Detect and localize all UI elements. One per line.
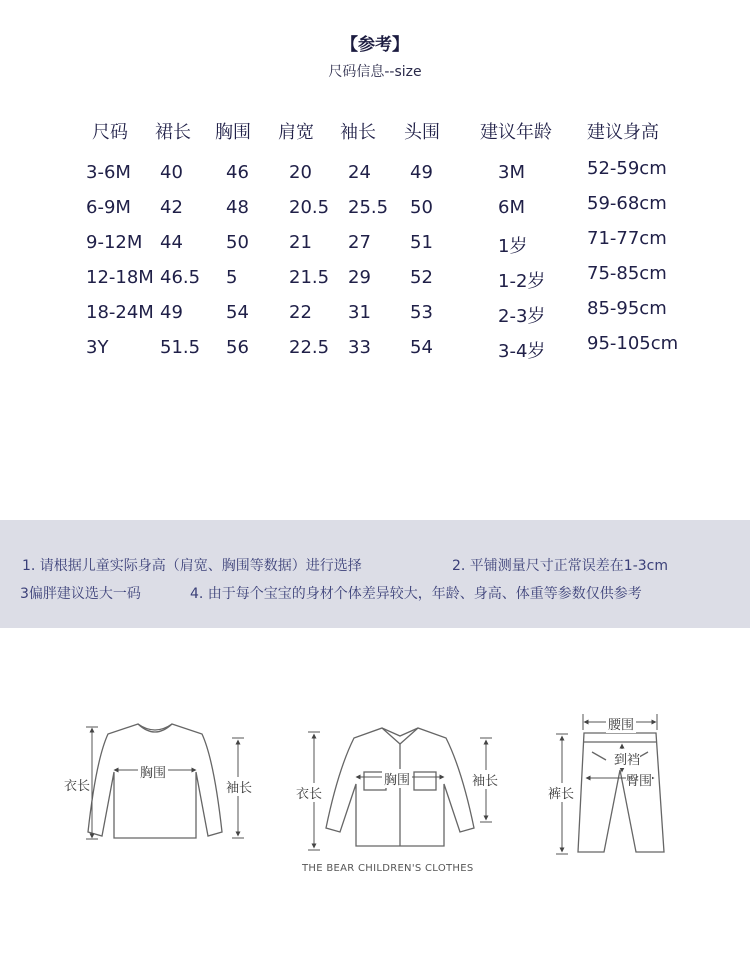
- table-cell: 51: [410, 232, 433, 253]
- brand-caption: THE BEAR CHILDREN'S CLOTHES: [302, 863, 474, 874]
- table-header-sleeve: 袖长: [340, 122, 376, 143]
- table-cell: 1岁: [498, 236, 528, 257]
- table-cell: 21: [289, 232, 312, 253]
- table-cell: 20.5: [289, 197, 330, 218]
- table-cell: 31: [348, 302, 371, 323]
- table-cell: 29: [348, 267, 371, 288]
- table-cell: 5: [226, 267, 238, 288]
- table-cell: 53: [410, 302, 433, 323]
- table-cell: 1-2岁: [498, 271, 546, 292]
- table-header-skirt-length: 裙长: [155, 122, 191, 143]
- tshirt-chest-label: 胸围: [138, 762, 168, 781]
- table-cell: 6-9M: [86, 197, 131, 218]
- table-header-head: 头围: [404, 122, 440, 143]
- table-cell: 3Y: [86, 337, 109, 358]
- table-cell: 2-3岁: [498, 306, 546, 327]
- table-cell: 59-68cm: [587, 193, 667, 214]
- table-cell: 71-77cm: [587, 228, 667, 249]
- table-cell: 42: [160, 197, 183, 218]
- table-cell: 21.5: [289, 267, 330, 288]
- table-cell: 54: [410, 337, 433, 358]
- table-cell: 48: [226, 197, 249, 218]
- table-cell: 54: [226, 302, 249, 323]
- tshirt-length-label: 衣长: [64, 775, 90, 794]
- table-cell: 52-59cm: [587, 158, 667, 179]
- table-cell: 24: [348, 162, 371, 183]
- table-cell: 85-95cm: [587, 298, 667, 319]
- page-title: 【参考】: [341, 35, 409, 55]
- table-cell: 33: [348, 337, 371, 358]
- table-cell: 22.5: [289, 337, 330, 358]
- table-cell: 52: [410, 267, 433, 288]
- shirt-chest-label: 胸围: [382, 769, 412, 788]
- table-cell: 40: [160, 162, 183, 183]
- table-cell: 56: [226, 337, 249, 358]
- pants-crotch-label: 到裆: [614, 749, 640, 768]
- table-cell: 3-6M: [86, 162, 131, 183]
- page-subtitle: 尺码信息--size: [328, 64, 422, 80]
- table-header-height: 建议身高: [587, 122, 659, 143]
- table-cell: 9-12M: [86, 232, 143, 253]
- note-1: 1. 请根据儿童实际身高（肩宽、胸围等数据）进行选择: [22, 558, 362, 574]
- note-2: 2. 平铺测量尺寸正常误差在1-3cm: [452, 558, 669, 574]
- table-cell: 50: [410, 197, 433, 218]
- table-cell: 3M: [498, 162, 525, 183]
- table-cell: 46.5: [160, 267, 201, 288]
- tshirt-icon: [88, 724, 222, 838]
- pants-waist-label: 腰围: [606, 714, 636, 733]
- table-cell: 12-18M: [86, 267, 154, 288]
- table-header-shoulder: 肩宽: [278, 122, 314, 143]
- table-cell: 50: [226, 232, 249, 253]
- table-cell: 75-85cm: [587, 263, 667, 284]
- pants-hip-label: 臀围: [626, 770, 652, 789]
- table-header-chest: 胸围: [215, 122, 251, 143]
- table-cell: 51.5: [160, 337, 201, 358]
- table-header-age: 建议年龄: [480, 122, 552, 143]
- shirt-sleeve-label: 袖长: [472, 770, 498, 789]
- tshirt-sleeve-label: 袖长: [226, 777, 252, 796]
- table-cell: 25.5: [348, 197, 389, 218]
- table-cell: 22: [289, 302, 312, 323]
- table-cell: 18-24M: [86, 302, 154, 323]
- table-cell: 6M: [498, 197, 525, 218]
- table-cell: 49: [160, 302, 183, 323]
- table-cell: 44: [160, 232, 183, 253]
- table-cell: 46: [226, 162, 249, 183]
- pants-length-label: 裤长: [548, 783, 574, 802]
- table-cell: 3-4岁: [498, 341, 546, 362]
- note-4: 4. 由于每个宝宝的身材个体差异较大，年龄、身高、体重等参数仅供参考: [190, 586, 642, 602]
- table-cell: 49: [410, 162, 433, 183]
- table-header-size: 尺码: [92, 122, 128, 143]
- table-cell: 95-105cm: [587, 333, 679, 354]
- shirt-length-label: 衣长: [296, 783, 322, 802]
- table-cell: 27: [348, 232, 371, 253]
- note-3: 3偏胖建议选大一码: [20, 586, 141, 602]
- table-cell: 20: [289, 162, 312, 183]
